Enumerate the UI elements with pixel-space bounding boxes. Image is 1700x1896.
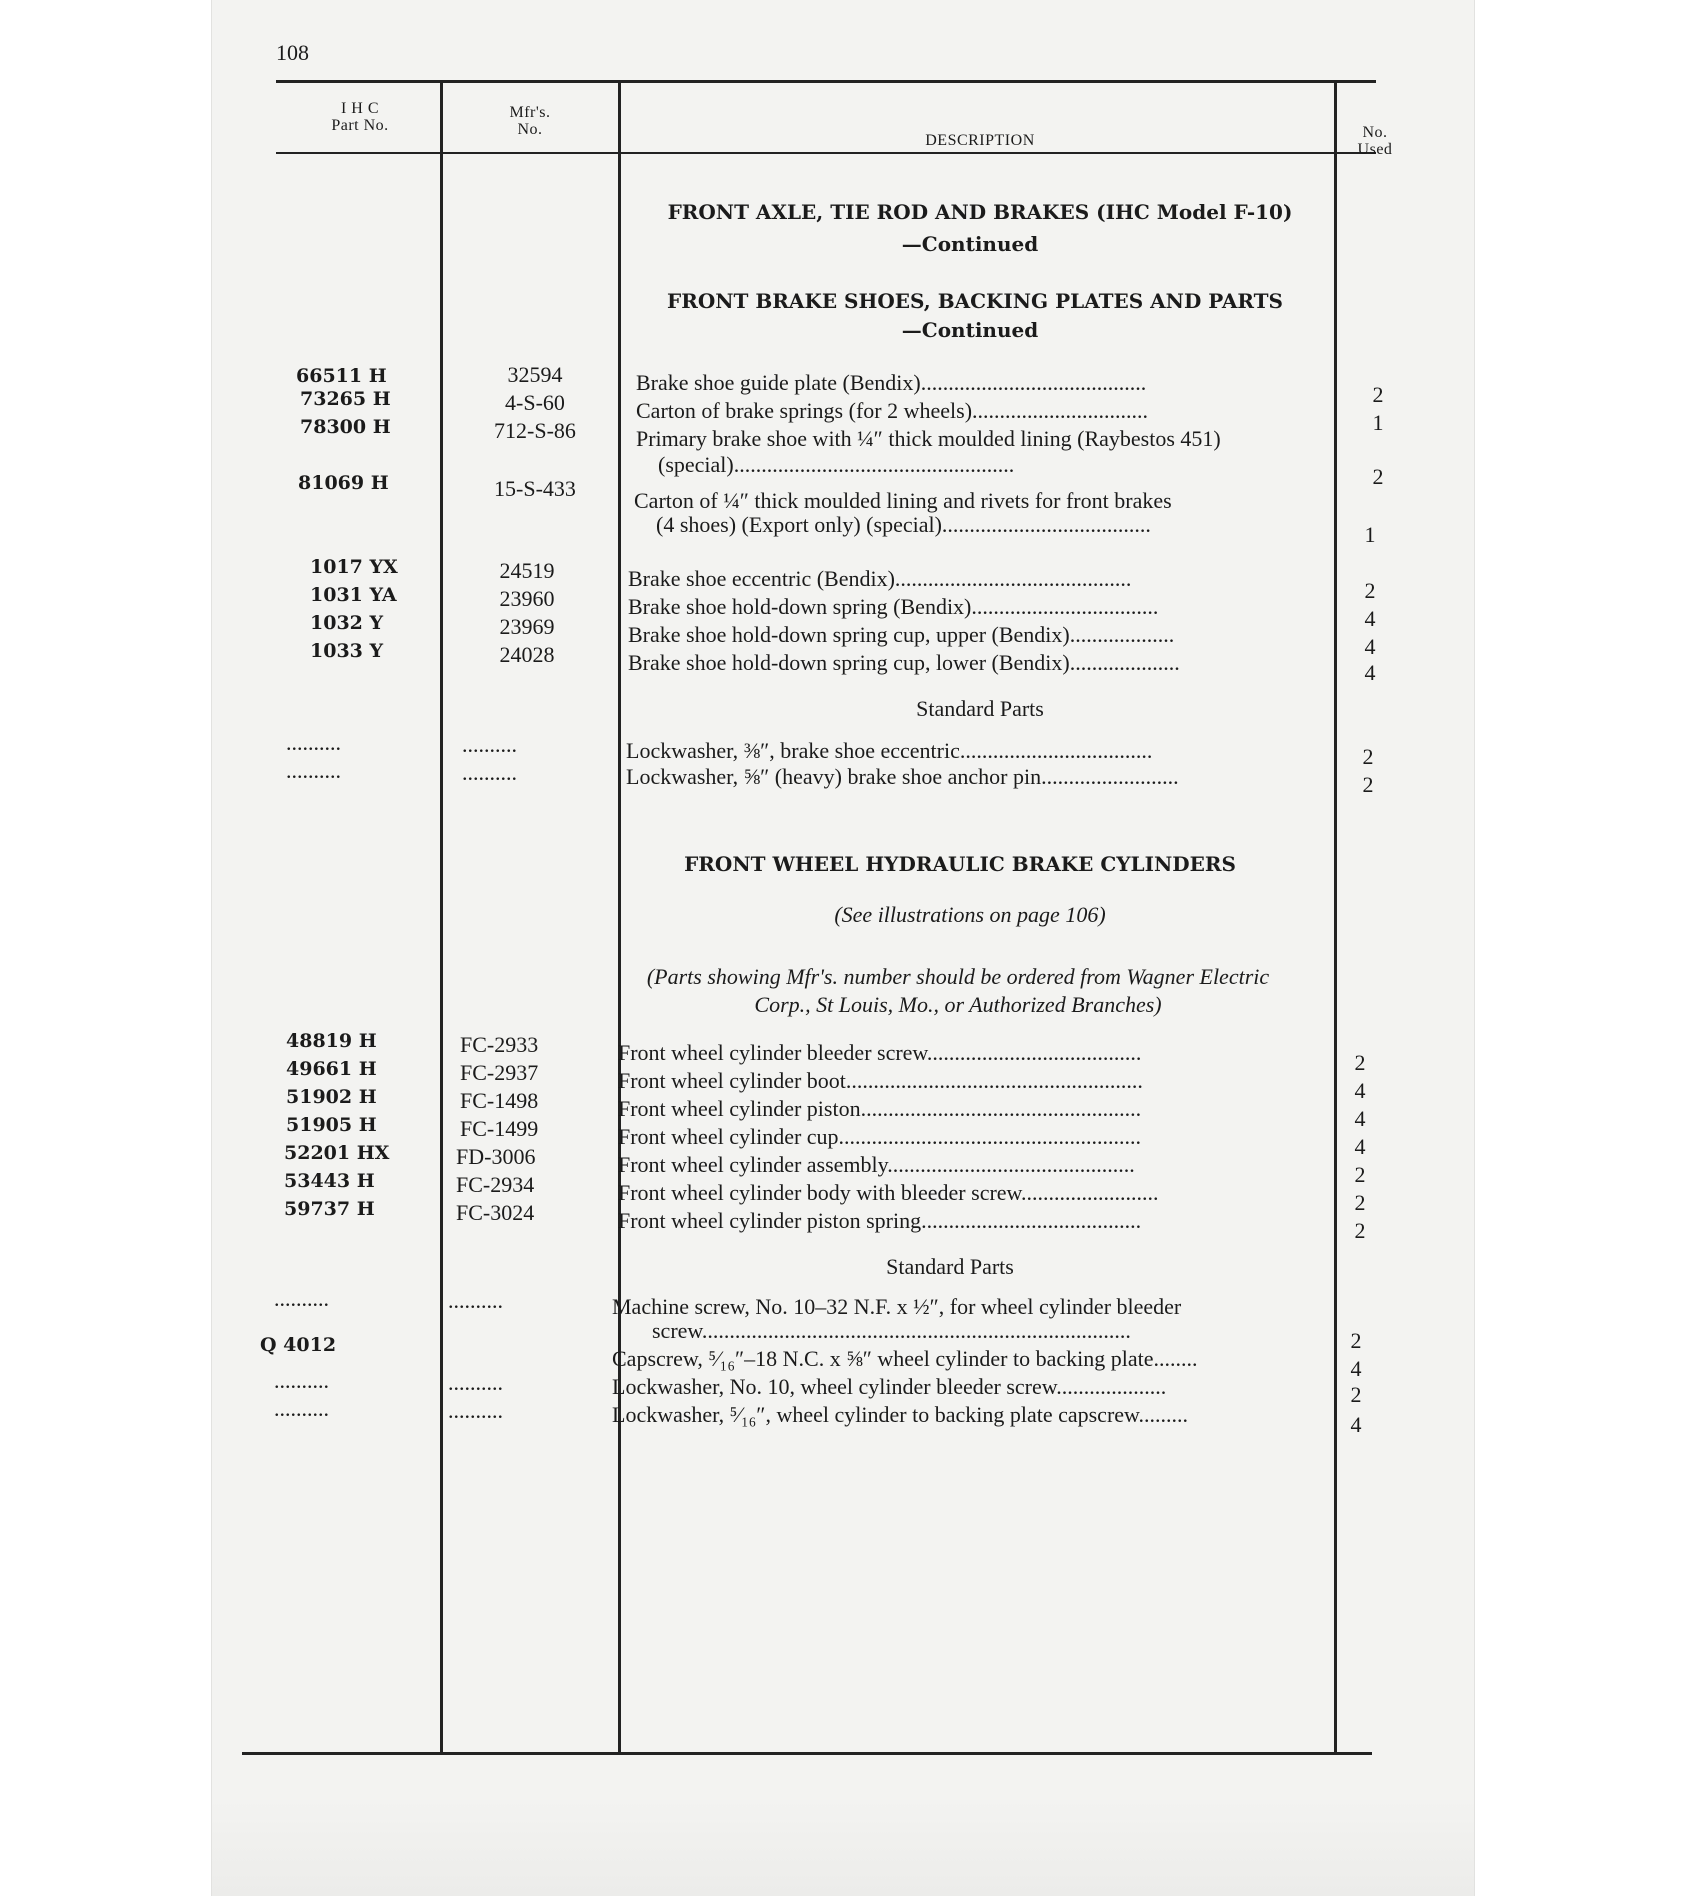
quantity: 4 [1354, 1106, 1366, 1131]
column-rule-2 [618, 82, 621, 1752]
description: Capscrew, ⁵⁄₁₆″–18 N.C. x ⅝″ wheel cylinder to backing plate........ [612, 1346, 1198, 1371]
description: Machine screw, No. 10–32 N.F. x ½″, for wheel cylinder bleeder [612, 1294, 1182, 1319]
quantity: 2 [1354, 1218, 1366, 1243]
header-ihc: I H C [340, 100, 380, 117]
part-number: .......... [286, 758, 341, 783]
part-number: 49661 H [286, 1058, 377, 1080]
description: Lockwasher, No. 10, wheel cylinder bleeder screw.................... [612, 1374, 1167, 1399]
mfr-number: 712-S-86 [494, 418, 576, 443]
description: Carton of brake springs (for 2 wheels)................................ [636, 398, 1149, 423]
quantity: 2 [1354, 1190, 1366, 1215]
part-number: 59737 H [284, 1198, 375, 1220]
description: Brake shoe guide plate (Bendix)......................................... [636, 370, 1147, 395]
mfr-number: .......... [448, 1398, 503, 1423]
header-no-used-1: No. [1362, 124, 1388, 141]
parts-order-note-line2: Corp., St Louis, Mo., or Authorized Branches) [754, 992, 1162, 1017]
mfr-number: 23969 [499, 614, 555, 639]
column-rule-3 [1334, 82, 1337, 1752]
part-number: 51905 H [286, 1114, 377, 1136]
header-description: DESCRIPTION [925, 132, 1035, 149]
part-number: 48819 H [286, 1030, 377, 1052]
part-number: 1031 YA [310, 584, 397, 606]
description: Brake shoe eccentric (Bendix)........................................... [628, 566, 1132, 591]
standard-parts-heading: Standard Parts [886, 1254, 1014, 1279]
section-title-brake-shoes: FRONT BRAKE SHOES, BACKING PLATES AND PARTS [667, 289, 1283, 313]
mfr-number: FC-2934 [456, 1172, 535, 1197]
part-number: 51902 H [286, 1086, 377, 1108]
description: Front wheel cylinder cup....................................................... [618, 1124, 1142, 1149]
quantity: 2 [1362, 744, 1374, 769]
mfr-number: FC-1499 [460, 1116, 539, 1141]
description: Front wheel cylinder piston................................................... [618, 1096, 1142, 1121]
mfr-number: 32594 [507, 362, 563, 387]
section-continued-1: —Continued [901, 232, 1039, 256]
header-part-no: Part No. [331, 117, 389, 134]
part-number: .......... [274, 1286, 329, 1311]
header-no-used-2: Used [1357, 141, 1393, 158]
header-no-used [1340, 124, 1410, 158]
description: Lockwasher, ⅜″, brake shoe eccentric................................... [626, 738, 1153, 763]
mfr-number: 15-S-433 [494, 476, 576, 501]
quantity: 4 [1364, 606, 1376, 631]
description-continued: screw.............................................................................. [652, 1318, 1131, 1343]
description: Front wheel cylinder body with bleeder screw......................... [618, 1180, 1159, 1205]
standard-parts-heading: Standard Parts [916, 696, 1044, 721]
quantity: 4 [1350, 1356, 1362, 1381]
description: Front wheel cylinder piston spring........................................ [618, 1208, 1142, 1233]
table-row [296, 362, 387, 388]
header-mfrs: Mfr's. [509, 104, 551, 121]
quantity: 2 [1372, 464, 1384, 489]
part-number: 78300 H [300, 416, 391, 438]
mfr-number: 24519 [499, 558, 555, 583]
table-bottom-rule [242, 1752, 1372, 1755]
header-ihc-part [300, 100, 420, 134]
parts-order-note-line1: (Parts showing Mfr's. number should be ordered from Wagner Electric [646, 964, 1270, 989]
quantity: 2 [1354, 1050, 1366, 1075]
mfr-number: 23960 [499, 586, 555, 611]
quantity: 2 [1362, 772, 1374, 797]
mfr-number: .......... [462, 732, 517, 757]
part-number: Q 4012 [260, 1334, 337, 1356]
page-number: 108 [276, 40, 309, 65]
description: Lockwasher, ⁵⁄₁₆″, wheel cylinder to backing plate capscrew......... [612, 1402, 1188, 1427]
mfr-number: FC-3024 [456, 1200, 535, 1225]
see-illustrations-note: (See illustrations on page 106) [834, 902, 1106, 927]
quantity: 4 [1364, 634, 1376, 659]
quantity: 4 [1350, 1412, 1362, 1437]
quantity: 4 [1354, 1134, 1366, 1159]
section-title-front-axle: FRONT AXLE, TIE ROD AND BRAKES (IHC Model F-10) [667, 200, 1293, 224]
part-number: 73265 H [300, 388, 391, 410]
bleed-through [300, 300, 305, 323]
description: Brake shoe hold-down spring cup, upper (Bendix)................... [628, 622, 1175, 647]
part-number: 1017 YX [310, 556, 398, 578]
quantity: 4 [1354, 1078, 1366, 1103]
column-rule-1 [440, 82, 443, 1752]
section-continued-2: —Continued [901, 318, 1039, 342]
quantity: 1 [1372, 410, 1384, 435]
part-number: 66511 H [296, 365, 387, 387]
page-shadow [212, 1800, 1474, 1896]
mfr-number: FD-3006 [456, 1144, 536, 1169]
part-number: 1033 Y [310, 640, 384, 662]
quantity: 2 [1364, 578, 1376, 603]
part-number: 52201 HX [284, 1142, 390, 1164]
part-number: 1032 Y [310, 612, 384, 634]
mfr-number: 24028 [499, 642, 555, 667]
quantity: 4 [1364, 660, 1376, 685]
quantity: 1 [1364, 522, 1376, 547]
mfr-number: FC-2937 [460, 1060, 539, 1085]
header-no: No. [517, 121, 543, 138]
description: Primary brake shoe with ¼″ thick moulded lining (Raybestos 451) [636, 426, 1221, 451]
mfr-number: 4-S-60 [505, 390, 565, 415]
section-title-brake-cylinders: FRONT WHEEL HYDRAULIC BRAKE CYLINDERS [684, 852, 1236, 876]
description: Front wheel cylinder boot...................................................... [618, 1068, 1143, 1093]
mfr-number: FC-1498 [460, 1088, 539, 1113]
quantity: 2 [1350, 1328, 1362, 1353]
mfr-number: .......... [448, 1288, 503, 1313]
quantity: 2 [1354, 1162, 1366, 1187]
description-continued: (special)................................................... [658, 452, 1015, 477]
description: Brake shoe hold-down spring (Bendix).................................. [628, 594, 1159, 619]
description: Lockwasher, ⅝″ (heavy) brake shoe anchor pin......................... [626, 764, 1179, 789]
description: Front wheel cylinder assembly............................................. [618, 1152, 1135, 1177]
part-number: .......... [274, 1368, 329, 1393]
mfr-number: .......... [462, 760, 517, 785]
description: Carton of ¼″ thick moulded lining and rivets for front brakes [634, 488, 1172, 513]
part-number: 53443 H [284, 1170, 375, 1192]
part-number: .......... [274, 1396, 329, 1421]
part-number: .......... [286, 730, 341, 755]
description: Brake shoe hold-down spring cup, lower (Bendix).................... [628, 650, 1180, 675]
page-sheet [212, 0, 1474, 1896]
description-continued: (4 shoes) (Export only) (special)...................................... [656, 512, 1151, 537]
mfr-number: .......... [448, 1370, 503, 1395]
mfr-number: FC-2933 [460, 1032, 539, 1057]
description: Front wheel cylinder bleeder screw....................................... [618, 1040, 1142, 1065]
quantity: 2 [1350, 1382, 1362, 1407]
part-number: 81069 H [298, 472, 389, 494]
header-mfr-no [470, 104, 590, 138]
quantity: 2 [1372, 382, 1384, 407]
